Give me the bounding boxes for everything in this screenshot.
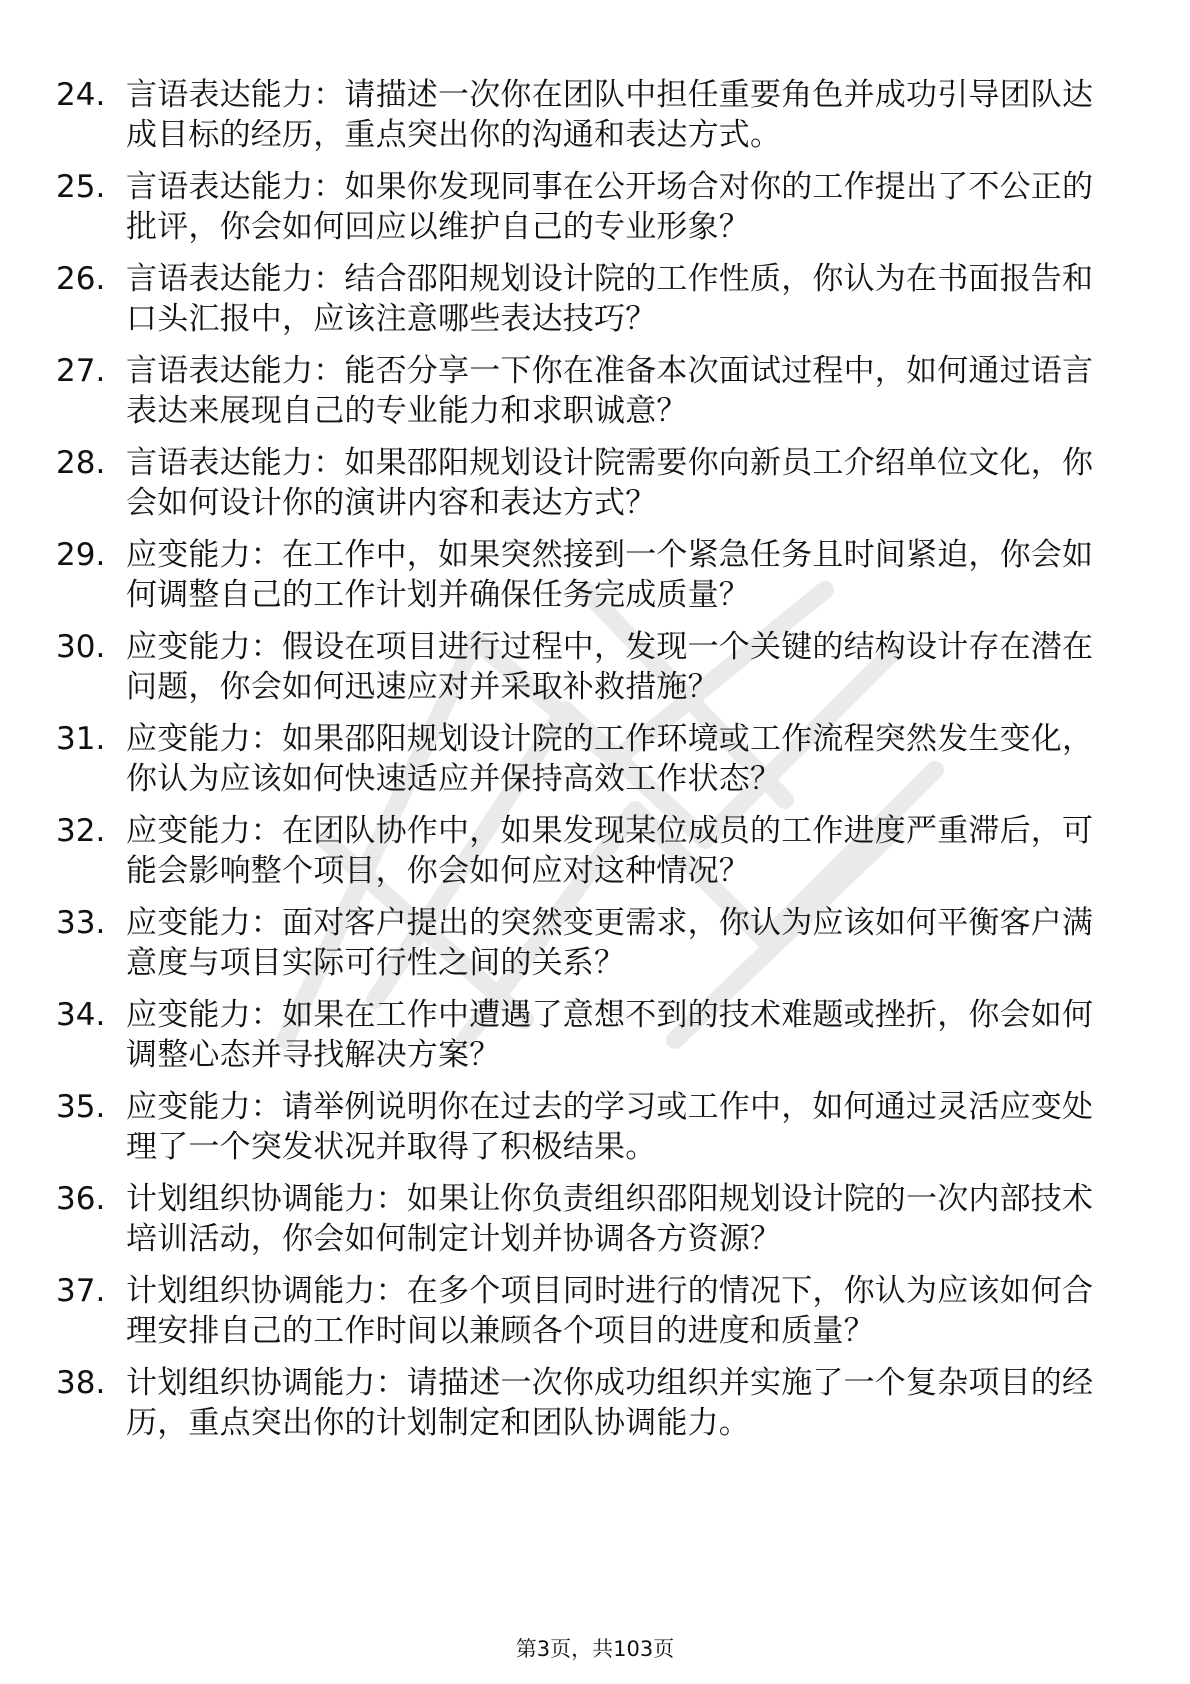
question-item-26 <box>56 259 1116 351</box>
question-text: 言语表达能力：请描述一次你在团队中担任重要角色并成功引导团队达成目标的经历，重点突出你的沟通和表达方式。 <box>126 77 1094 153</box>
question-number: 33. <box>56 905 106 941</box>
question-item-38 <box>56 1363 1116 1455</box>
question-item-33 <box>56 903 1116 995</box>
question-item-29 <box>56 535 1116 627</box>
question-item-36 <box>56 1179 1116 1271</box>
question-text: 应变能力：如果在工作中遭遇了意想不到的技术难题或挫折，你会如何调整心态并寻找解决方案？ <box>126 997 1094 1073</box>
question-text: 计划组织协调能力：在多个项目同时进行的情况下，你认为应该如何合理安排自己的工作时间以兼顾各个项目的进度和质量？ <box>126 1273 1094 1349</box>
question-text: 言语表达能力：如果你发现同事在公开场合对你的工作提出了不公正的批评，你会如何回应以维护自己的专业形象？ <box>126 169 1094 245</box>
question-number: 32. <box>56 813 106 849</box>
question-item-27 <box>56 351 1116 443</box>
question-text: 言语表达能力：能否分享一下你在准备本次面试过程中，如何通过语言表达来展现自己的专业能力和求职诚意？ <box>126 353 1094 429</box>
question-item-30 <box>56 627 1116 719</box>
question-number: 31. <box>56 721 106 757</box>
question-text: 应变能力：面对客户提出的突然变更需求，你认为应该如何平衡客户满意度与项目实际可行性之间的关系？ <box>126 905 1094 981</box>
question-number: 27. <box>56 353 106 389</box>
question-text: 言语表达能力：如果邵阳规划设计院需要你向新员工介绍单位文化，你会如何设计你的演讲内容和表达方式？ <box>126 445 1094 521</box>
question-number: 36. <box>56 1181 106 1217</box>
question-text: 言语表达能力：结合邵阳规划设计院的工作性质，你认为在书面报告和口头汇报中，应该注意哪些表达技巧？ <box>126 261 1094 337</box>
question-item-34 <box>56 995 1116 1087</box>
question-number: 25. <box>56 169 106 205</box>
question-item-24 <box>56 75 1116 167</box>
question-item-31 <box>56 719 1116 811</box>
question-item-37 <box>56 1271 1116 1363</box>
question-item-32 <box>56 811 1116 903</box>
question-item-25 <box>56 167 1116 259</box>
question-text: 应变能力：在工作中，如果突然接到一个紧急任务且时间紧迫，你会如何调整自己的工作计划并确保任务完成质量？ <box>126 537 1094 613</box>
question-number: 28. <box>56 445 106 481</box>
question-text: 应变能力：假设在项目进行过程中，发现一个关键的结构设计存在潜在问题，你会如何迅速应对并采取补救措施？ <box>126 629 1094 705</box>
question-item-35 <box>56 1087 1116 1179</box>
question-list <box>56 75 1116 1455</box>
page-number: 第3页，共103页 <box>515 1637 675 1661</box>
question-number: 37. <box>56 1273 106 1309</box>
question-text: 应变能力：在团队协作中，如果发现某位成员的工作进度严重滞后，可能会影响整个项目，你会如何应对这种情况？ <box>126 813 1094 889</box>
question-number: 30. <box>56 629 106 665</box>
question-text: 应变能力：请举例说明你在过去的学习或工作中，如何通过灵活应变处理了一个突发状况并取得了积极结果。 <box>126 1089 1094 1165</box>
question-number: 35. <box>56 1089 106 1125</box>
question-text: 计划组织协调能力：请描述一次你成功组织并实施了一个复杂项目的经历，重点突出你的计划制定和团队协调能力。 <box>126 1365 1094 1441</box>
question-number: 34. <box>56 997 106 1033</box>
question-number: 29. <box>56 537 106 573</box>
question-item-28 <box>56 443 1116 535</box>
question-text: 计划组织协调能力：如果让你负责组织邵阳规划设计院的一次内部技术培训活动，你会如何制定计划并协调各方资源？ <box>126 1181 1094 1257</box>
question-text: 应变能力：如果邵阳规划设计院的工作环境或工作流程突然发生变化，你认为应该如何快速适应并保持高效工作状态？ <box>126 721 1094 797</box>
question-number: 38. <box>56 1365 106 1401</box>
question-number: 24. <box>56 77 106 113</box>
question-number: 26. <box>56 261 106 297</box>
